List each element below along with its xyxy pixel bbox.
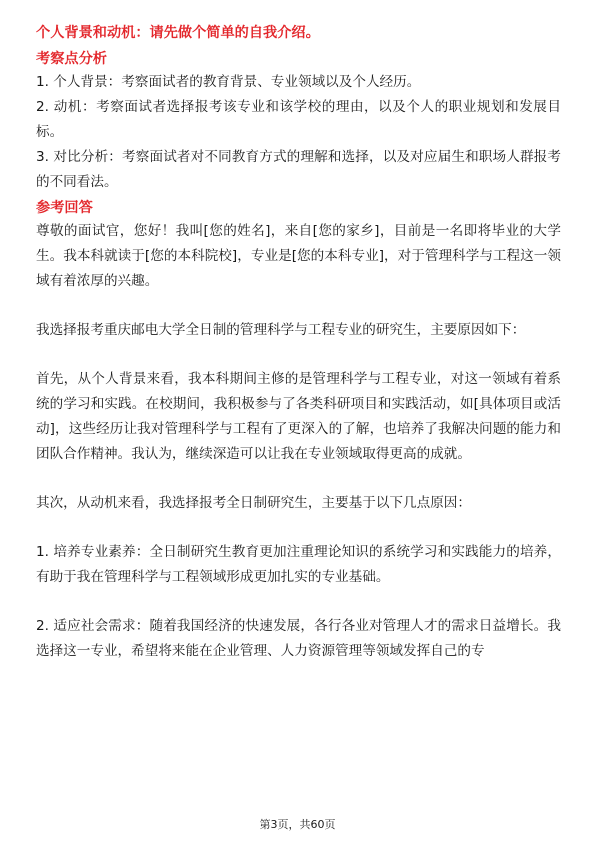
analysis-point: 2. 动机：考察面试者选择报考该专业和该学校的理由，以及个人的职业规划和发展目标。 xyxy=(36,99,561,140)
answer-paragraph: 1. 培养专业素养：全日制研究生教育更加注重理论知识的系统学习和实践能力的培养，有助于我在管理科学与工程领域形成更加扎实的专业基础。 xyxy=(36,544,561,585)
analysis-heading: 考察点分析 xyxy=(36,51,107,67)
answer-paragraph: 首先，从个人背景来看，我本科期间主修的是管理科学与工程专业，对这一领域有着系统的学习和实践。在校期间，我积极参与了各类科研项目和实践活动，如[具体项目或活动]，这些经历让我对管理科学与工程有了更深入的了解，也培养了我解决问题的能力和团队合作精神。我认为，继续深造可以让我在专业领域取得更高的成就。 xyxy=(36,371,561,462)
analysis-point: 1. 个人背景：考察面试者的教育背景、专业领域以及个人经历。 xyxy=(36,74,421,90)
answer-paragraph: 我选择报考重庆邮电大学全日制的管理科学与工程专业的研究生，主要原因如下： xyxy=(36,322,526,338)
question-title: 个人背景和动机：请先做个简单的自我介绍。 xyxy=(36,25,320,41)
page-number-footer: 第3页，共60页 xyxy=(259,818,336,831)
answer-paragraph: 2. 适应社会需求：随着我国经济的快速发展，各行各业对管理人才的需求日益增长。我选择这一专业，希望将来能在企业管理、人力资源管理等领域发挥自己的专 xyxy=(36,618,561,659)
page-content xyxy=(36,22,561,664)
analysis-point: 3. 对比分析：考察面试者对不同教育方式的理解和选择，以及对应届生和职场人群报考的不同看法。 xyxy=(36,149,561,190)
answer-heading: 参考回答 xyxy=(36,200,93,216)
answer-paragraph: 尊敬的面试官，您好！我叫[您的姓名]，来自[您的家乡]，目前是一名即将毕业的大学生。我本科就读于[您的本科院校]，专业是[您的本科专业]，对于管理科学与工程这一领域有着浓厚的兴趣。 xyxy=(36,223,561,289)
answer-paragraph: 其次，从动机来看，我选择报考全日制研究生，主要基于以下几点原因： xyxy=(36,495,471,511)
